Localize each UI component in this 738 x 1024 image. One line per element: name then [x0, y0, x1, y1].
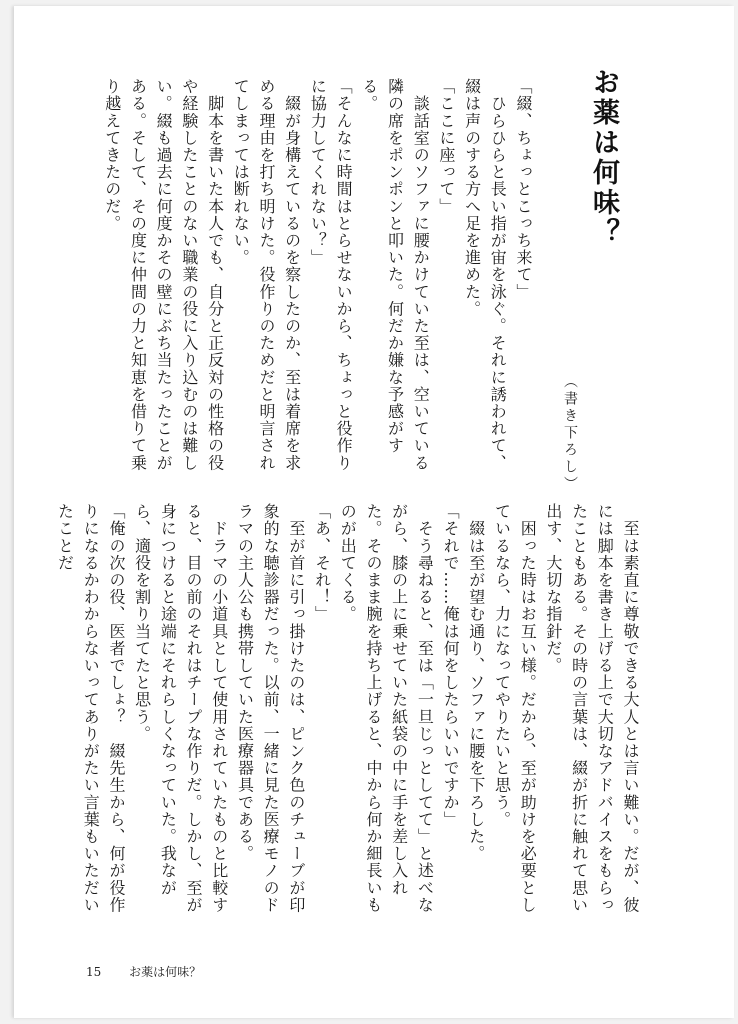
running-title: お薬は何味？	[129, 965, 202, 979]
page-number: 15	[86, 965, 102, 979]
paragraph: ドラマの小道具として使用されていたものと比較すると、目の前のそれはチープな作りだ。しかし、至が身につけると途端にそれらしくなっていた。我ながら、適役を割り当てたと思う。	[132, 503, 229, 914]
paragraph: 綴が身構えているのを察したのか、至は着席を求める理由を打ち明けた。役作りのためだと明言されてしまっては断れない。	[231, 78, 302, 472]
story-subtitle: （書き下ろし）	[562, 374, 578, 493]
paragraph: 脚本を書いた本人でも、自分と正反対の性格の役や経験したことのない職業の役に入り込むのは難しい。綴も過去に何度かその壁にぶち当たったことがある。そして、その度に仲間の力と知恵を借りて乗り越えてきたのだ。	[102, 78, 225, 472]
paragraph: ひらひらと長い指が宙を泳ぐ。それに誘われて、綴は声のする方へ足を進めた。	[462, 78, 508, 472]
paragraph: 「それで……俺は何をしたらいいですか」	[441, 503, 461, 828]
page-footer	[86, 963, 201, 980]
paragraph: 至は素直に尊敬できる大人とは言い難い。だが、彼には脚本を書き上げる上で大切なアドバイスをもらったこともある。その時の言葉は、綴が折に触れて思い出す、大切な指針だ。	[543, 503, 640, 914]
paragraph: 談話室のソファに腰かけていた至は、空いている隣の席をポンポンと叩いた。何だか嫌な予感がする。	[359, 78, 431, 472]
text-block-upper	[99, 78, 536, 478]
paragraph: 「綴、ちょっとこっち来て」	[514, 78, 533, 301]
text-block-lower	[55, 503, 643, 915]
paragraph: そう尋ねると、至は「一旦じっとしてて」と述べながら、膝の上に乗せていた紙袋の中に手を差し入れた。そのまま腕を持ち上げると、中から何か細長いものが出てくる。	[338, 503, 435, 914]
paragraph: 「そんなに時間はとらせないから、ちょっと役作りに協力してくれない？」	[308, 78, 354, 472]
book-page	[14, 6, 734, 1018]
paragraph: 「あ、それ！」	[312, 503, 332, 623]
paragraph: 「俺の次の役、医者でしょ？ 綴先生から、何が役作りになるかわからないってありがたい言葉もいただいたことだ	[55, 503, 126, 914]
paragraph: 至が首に引っ掛けたのは、ピンク色のチューブが印象的な聴診器だった。以前、一緒に見た医療モノのドラマの主人公も携帯していた医療器具である。	[235, 503, 306, 914]
paragraph: 綴は至が望む通り、ソファに腰を下ろした。	[466, 503, 486, 863]
paragraph: 困った時はお互い様。だから、至が助けを必要としているなら、力になってやりたいと思う。	[492, 503, 538, 914]
story-title: お薬は何味？	[588, 68, 619, 248]
paragraph: 「ここに座って」	[436, 78, 456, 215]
